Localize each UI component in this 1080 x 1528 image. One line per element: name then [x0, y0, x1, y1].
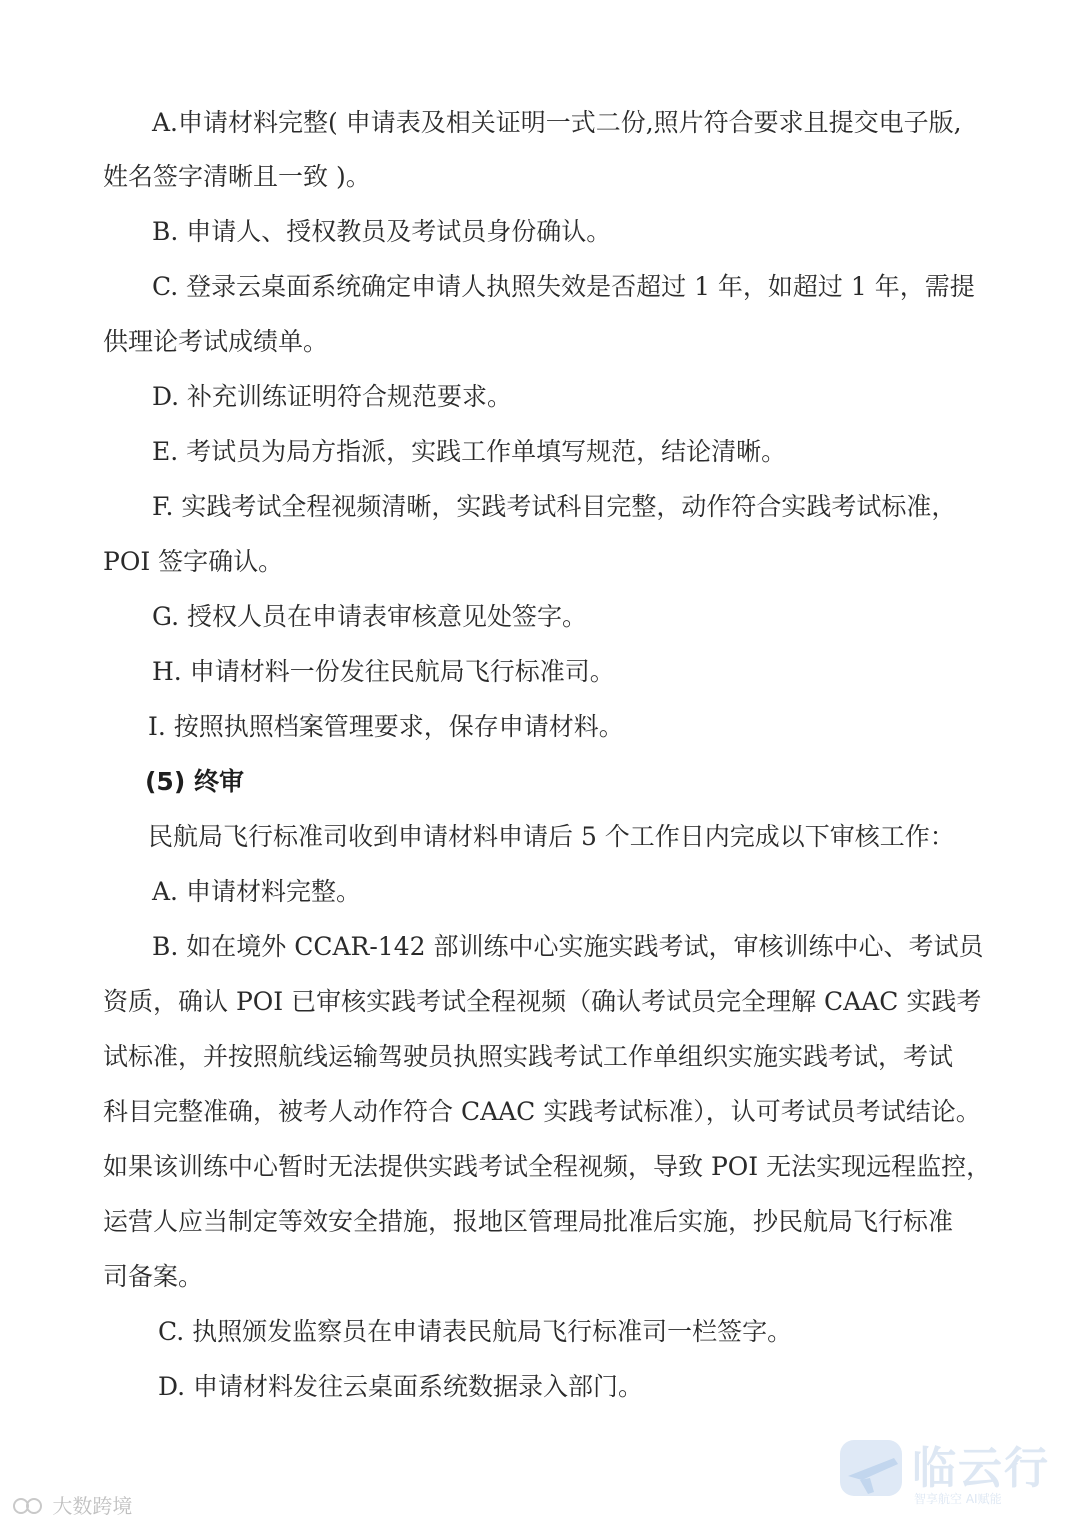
- paragraph-line: [0, 1367, 1080, 1407]
- paragraph-line: [0, 377, 1080, 417]
- watermark-logo-icon: [12, 1496, 46, 1516]
- text-line: 运营人应当制定等效安全措施，报地区管理局批准后实施，抄民航局飞行标准: [103, 1207, 954, 1236]
- paragraph-line: [0, 322, 1080, 362]
- paragraph-line: [0, 707, 1080, 747]
- paragraph-line: [0, 157, 1080, 197]
- text-line: POI 签字确认。: [103, 547, 284, 576]
- text-line: 如果该训练中心暂时无法提供实践考试全程视频，导致 POI 无法实现远程监控，: [103, 1152, 992, 1181]
- section-heading: [0, 762, 1080, 802]
- paragraph-line: [0, 103, 1080, 143]
- paragraph-line: [0, 1202, 1080, 1242]
- paragraph-line: [0, 487, 1080, 527]
- text-line: I. 按照执照档案管理要求，保存申请材料。: [148, 712, 624, 741]
- text-line: 姓名签字清晰且一致 )。: [103, 162, 371, 191]
- watermark-right-subtitle: 智享航空 AI赋能: [914, 1492, 1002, 1506]
- text-line: 资质，确认 POI 已审核实践考试全程视频（确认考试员完全理解 CAAC 实践考: [103, 987, 982, 1016]
- watermark-right: [838, 1432, 1060, 1512]
- paragraph-line: [0, 212, 1080, 252]
- paragraph-line: [0, 1092, 1080, 1132]
- text-line: C. 登录云桌面系统确定申请人执照失效是否超过 1 年，如超过 1 年，需提: [152, 272, 975, 301]
- text-line: C. 执照颁发监察员在申请表民航局飞行标准司一栏签字。: [158, 1317, 793, 1346]
- text-line: D. 申请材料发往云桌面系统数据录入部门。: [158, 1372, 644, 1401]
- paragraph-line: [0, 1257, 1080, 1297]
- paragraph-line: [0, 817, 1080, 857]
- paragraph-line: [0, 982, 1080, 1022]
- watermark-right-title: 临云行: [912, 1443, 1050, 1494]
- text-line: 民航局飞行标准司收到申请材料申请后 5 个工作日内完成以下审核工作：: [148, 822, 955, 851]
- paragraph-line: [0, 432, 1080, 472]
- heading-text: (5) 终审: [145, 767, 244, 796]
- paragraph-line: [0, 1147, 1080, 1187]
- paragraph-line: [0, 872, 1080, 912]
- paragraph-line: [0, 652, 1080, 692]
- text-line: 司备案。: [103, 1262, 204, 1291]
- watermark-left-text: 大数跨境: [52, 1494, 133, 1518]
- paragraph-line: [0, 597, 1080, 637]
- paragraph-line: [0, 267, 1080, 307]
- text-line: 供理论考试成绩单。: [103, 327, 329, 356]
- paragraph-line: [0, 1037, 1080, 1077]
- text-line: D. 补充训练证明符合规范要求。: [152, 382, 513, 411]
- text-line: 试标准，并按照航线运输驾驶员执照实践考试工作单组织实施实践考试，考试: [103, 1042, 954, 1071]
- paragraph-line: [0, 1312, 1080, 1352]
- text-line: H. 申请材料一份发往民航局飞行标准司。: [152, 657, 615, 686]
- text-line: E. 考试员为局方指派，实践工作单填写规范，结论清晰。: [152, 437, 787, 466]
- text-line: 科目完整准确，被考人动作符合 CAAC 实践考试标准），认可考试员考试结论。: [103, 1097, 981, 1126]
- text-line: A.申请材料完整( 申请表及相关证明一式二份,照片符合要求且提交电子版,: [152, 108, 962, 137]
- text-line: F. 实践考试全程视频清晰，实践考试科目完整，动作符合实践考试标准，: [152, 492, 957, 521]
- paragraph-line: [0, 927, 1080, 967]
- airplane-logo-icon: [838, 1436, 906, 1504]
- text-line: B. 申请人、授权教员及考试员身份确认。: [152, 217, 612, 246]
- watermark-left: [12, 1490, 132, 1519]
- text-line: B. 如在境外 CCAR-142 部训练中心实施实践考试，审核训练中心、考试员: [152, 932, 984, 961]
- text-line: A. 申请材料完整。: [152, 877, 361, 906]
- paragraph-line: [0, 542, 1080, 582]
- text-line: G. 授权人员在申请表审核意见处签字。: [152, 602, 587, 631]
